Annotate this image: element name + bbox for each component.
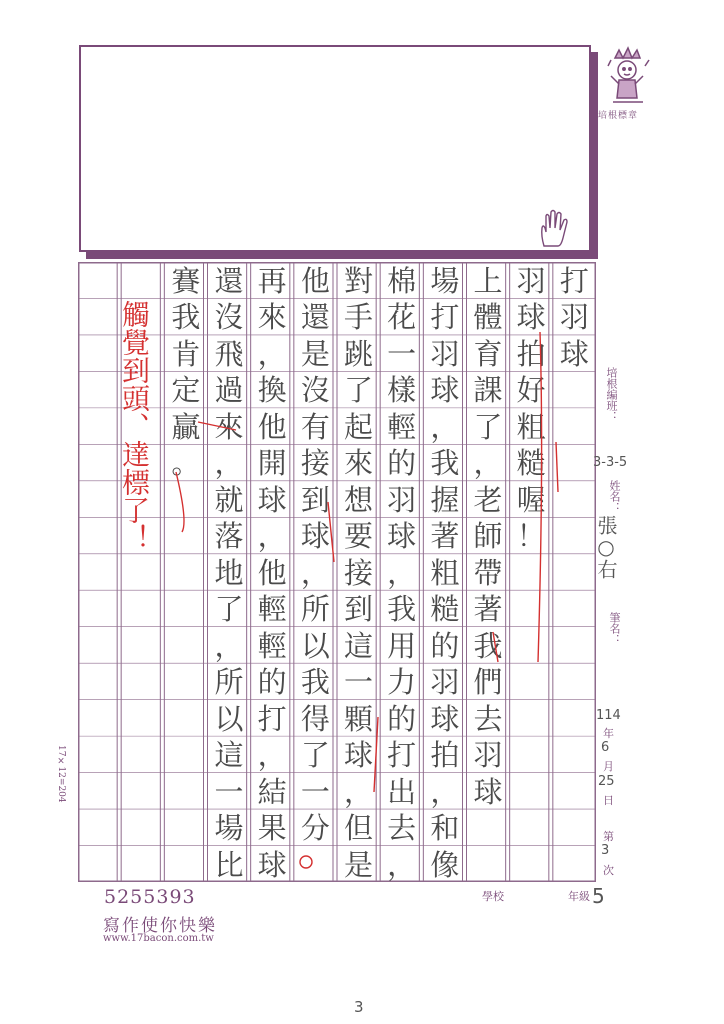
essay-char: 這 [343,628,373,663]
essay-char: 羽 [387,482,417,517]
essay-char: 球 [430,373,460,408]
essay-char: 的 [257,665,287,700]
essay-char: 羽 [516,264,546,298]
date-day-label: 日 [603,794,614,807]
essay-char: 球 [300,519,330,554]
essay-char: 接 [343,555,373,590]
essay-char: 棉 [387,264,417,298]
essay-char: 糙 [430,592,460,627]
pen-name-label: 筆名： [608,612,621,645]
essay-char: 我 [473,628,503,663]
essay-char: 打 [387,738,417,773]
essay-char: 要 [343,519,373,554]
essay-char: 跳 [343,336,373,371]
essay-char: 換 [257,373,287,408]
essay-char: 了 [300,738,330,773]
footer-code: 5255393 [104,886,196,908]
essay-char: 肯 [171,336,201,371]
essay-char: 場 [214,811,244,846]
essay-char: 飛 [214,336,244,371]
teacher-comment-box [79,45,591,252]
essay-char: 還 [300,300,330,335]
essay-char: 一 [300,774,330,809]
essay-char: 輕 [257,592,287,627]
essay-char: 我 [430,446,460,481]
essay-char: 打 [430,300,460,335]
name-label: 姓名： [608,480,621,513]
essay-char: 想 [343,482,373,517]
essay-char: 還 [214,264,244,298]
essay-char: 一 [387,336,417,371]
hand-icon [538,208,572,248]
essay-char: 了 [473,409,503,444]
essay-char: 就 [214,482,244,517]
essay-char: 以 [214,701,244,736]
essay-char: 一 [343,665,373,700]
essay-char: 帶 [473,555,503,590]
essay-char: ， [430,774,460,809]
essay-char: 但 [343,811,373,846]
essay-char: 落 [214,519,244,554]
essay-char: 我 [300,665,330,700]
essay-char: ！ [516,519,546,554]
essay-char: 球 [559,336,589,371]
essay-char: 樣 [387,373,417,408]
essay-char: 羽 [559,300,589,335]
essay-char: ， [430,409,460,444]
essay-char: 贏 [171,409,201,444]
date-year-label: 年 [603,727,614,740]
essay-char: ， [343,774,373,809]
essay-char: 對 [343,264,373,298]
essay-char: 顆 [343,701,373,736]
essay-char: 以 [300,628,330,663]
essay-char: 花 [387,300,417,335]
essay-char: 粗 [516,409,546,444]
essay-char: 所 [300,592,330,627]
essay-char: ， [214,628,244,663]
essay-char: ， [387,555,417,590]
grade-label: 年級 [568,890,590,903]
essay-char: 定 [171,373,201,408]
essay-char: ， [257,336,287,371]
essay-char: 比 [214,847,244,882]
teacher-comment: 觸覺到頭、達標了！ [118,300,151,552]
date-year: 114 [596,708,621,723]
footer-slogan: 寫作使你快樂 [103,916,217,936]
essay-char: 的 [387,701,417,736]
essay-char: 開 [257,446,287,481]
essay-char: 球 [430,701,460,736]
essay-char: 課 [473,373,503,408]
essay-char: 起 [343,409,373,444]
class-label: 培根編班： [605,367,618,422]
essay-char: 羽 [430,665,460,700]
essay-char: 輕 [387,409,417,444]
essay-char: 來 [343,446,373,481]
essay-char: 了 [343,373,373,408]
essay-char: ， [257,519,287,554]
essay-char: 這 [214,738,244,773]
date-day: 25 [598,774,615,789]
essay-char: 得 [300,701,330,736]
essay-char: 們 [473,665,503,700]
essay-char: ， [300,555,330,590]
essay-char: 喔 [516,482,546,517]
bacon-mascot-logo-icon [605,46,651,108]
essay-char: 球 [257,482,287,517]
name-value: 張○右 [594,515,618,579]
essay-char: 來 [257,300,287,335]
essay-char: 體 [473,300,503,335]
essay-char: 了 [214,592,244,627]
essay-char: 拍 [516,336,546,371]
essay-char: 場 [430,264,460,298]
essay-char: 果 [257,811,287,846]
essay-char: 球 [257,847,287,882]
essay-char: 著 [430,519,460,554]
essay-char: 拍 [430,738,460,773]
essay-char: 。 [171,446,201,481]
essay-char: 糙 [516,446,546,481]
essay-char: ， [387,847,417,882]
essay-char: 是 [343,847,373,882]
grid-size-label: 17×12=204 [56,745,66,803]
essay-char: 球 [473,774,503,809]
essay-char: 球 [387,519,417,554]
essay-char: 輕 [257,628,287,663]
essay-char: 接 [300,446,330,481]
essay-char: 分 [300,811,330,846]
essay-char: 來 [214,409,244,444]
essay-char: 結 [257,774,287,809]
essay-char: 的 [430,628,460,663]
issue-prefix: 第 [603,830,614,843]
essay-char: 的 [387,446,417,481]
essay-char: 師 [473,519,503,554]
essay-char: 去 [387,811,417,846]
essay-char: 羽 [430,336,460,371]
issue-suffix: 次 [603,864,614,877]
essay-char: ， [257,738,287,773]
footer-url: www.17bacon.com.tw [103,933,214,944]
essay-char: 他 [257,555,287,590]
essay-char: 上 [473,264,503,298]
essay-char: 地 [214,555,244,590]
class-value: 3-3-5 [593,455,628,470]
essay-char: 沒 [214,300,244,335]
essay-char: 打 [559,264,589,298]
essay-char: 老 [473,482,503,517]
essay-char: 出 [387,774,417,809]
essay-char: 育 [473,336,503,371]
teacher-markings [78,262,596,882]
essay-char: 他 [300,264,330,298]
essay-char: 球 [516,300,546,335]
essay-char: 他 [257,409,287,444]
essay-char: ， [473,446,503,481]
essay-char: 我 [171,300,201,335]
essay-char: 再 [257,264,287,298]
essay-char: 一 [214,774,244,809]
essay-char: 球 [343,738,373,773]
essay-char: 打 [257,701,287,736]
essay-char: 過 [214,373,244,408]
essay-char: 力 [387,665,417,700]
essay-char: 到 [300,482,330,517]
essay-char: ， [214,446,244,481]
essay-char: 沒 [300,373,330,408]
essay-char: 去 [473,701,503,736]
date-month: 6 [601,740,610,755]
page-number: 3 [354,998,364,1016]
essay-char: 到 [343,592,373,627]
date-month-label: 月 [603,760,614,773]
essay-char: 是 [300,336,330,371]
grade-value: 5 [592,884,605,908]
essay-char: 好 [516,373,546,408]
essay-char: 著 [473,592,503,627]
essay-char: 像 [430,847,460,882]
essay-char: 粗 [430,555,460,590]
issue-value: 3 [601,843,610,858]
school-label: 學校 [482,890,504,903]
essay-char: 所 [214,665,244,700]
essay-char: 賽 [171,264,201,298]
essay-char: 有 [300,409,330,444]
logo-label: 培根標章 [598,111,639,121]
essay-char: 手 [343,300,373,335]
essay-char: 羽 [473,738,503,773]
essay-char: 我 [387,592,417,627]
essay-char: 和 [430,811,460,846]
essay-char: 用 [387,628,417,663]
essay-char: 握 [430,482,460,517]
